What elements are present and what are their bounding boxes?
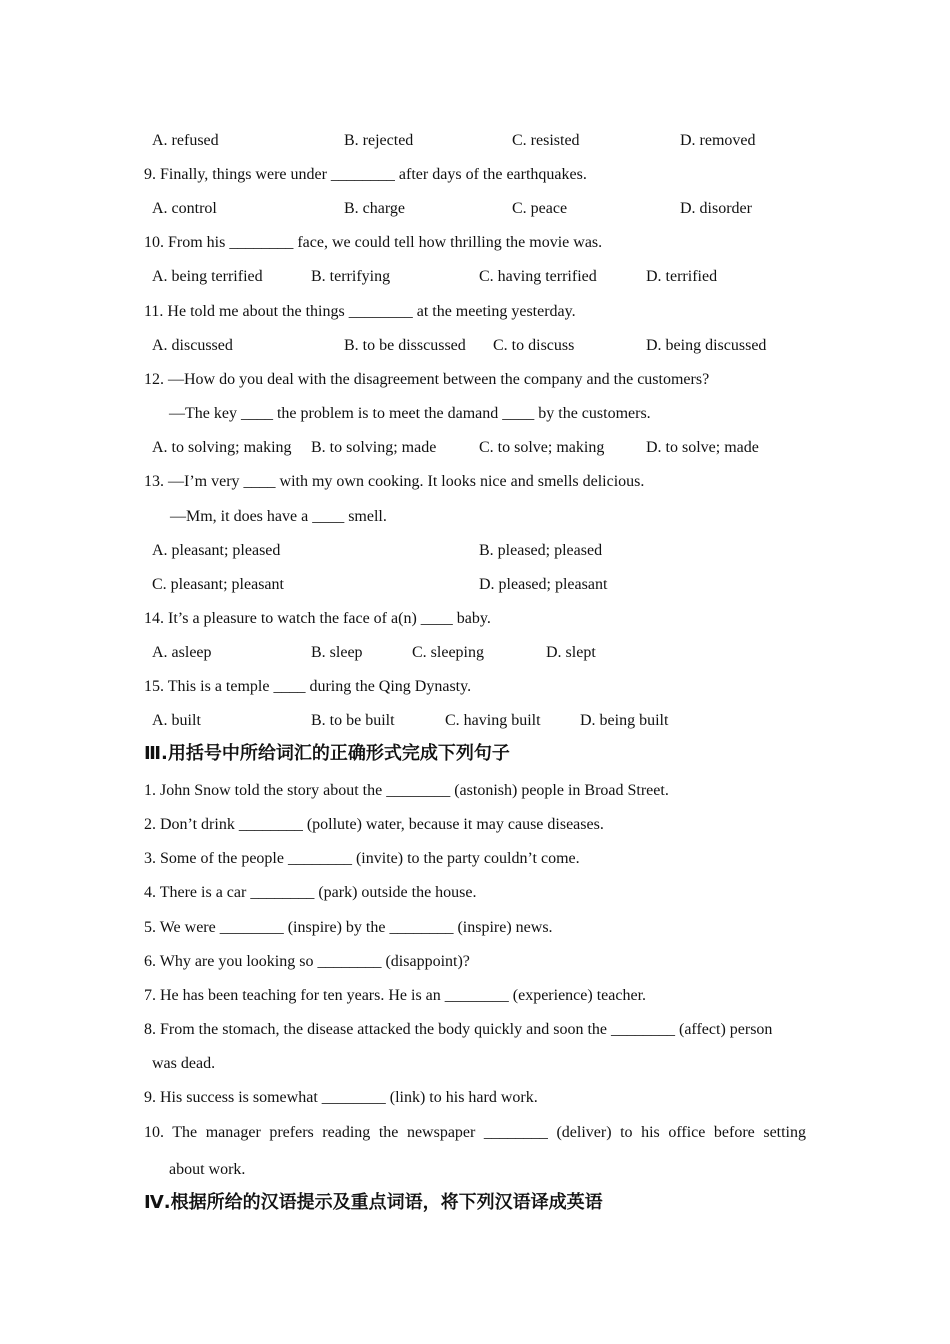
q13-option-a[interactable]: A. pleasant; pleased xyxy=(152,542,281,559)
q9-option-c[interactable]: C. peace xyxy=(512,200,568,217)
section-3-item-10: 10. The manager prefers reading the newspaper ________ (deliver) to his office before setting xyxy=(144,1124,806,1141)
q12-option-a[interactable]: A. to solving; making xyxy=(152,439,292,456)
q15-option-d[interactable]: D. being built xyxy=(580,712,669,729)
q8-option-d[interactable]: D. removed xyxy=(680,132,756,149)
q11-option-b[interactable]: B. to be disscussed xyxy=(344,337,466,354)
q8-option-b[interactable]: B. rejected xyxy=(344,132,414,149)
q15-option-c[interactable]: C. having built xyxy=(445,712,541,729)
section-3-item-8: 8. From the stomach, the disease attacked the body quickly and soon the ________ (affect) person xyxy=(144,1021,773,1038)
q15-option-a[interactable]: A. built xyxy=(152,712,201,729)
section-3-heading: Ⅲ.用括号中所给词汇的正确形式完成下列句子 xyxy=(144,743,510,764)
q14-option-b[interactable]: B. sleep xyxy=(311,644,363,661)
q9-stem: 9. Finally, things were under ________ after days of the earthquakes. xyxy=(144,166,587,183)
q8-option-c[interactable]: C. resisted xyxy=(512,132,580,149)
q13-option-d[interactable]: D. pleased; pleasant xyxy=(479,576,608,593)
q10-stem: 10. From his ________ face, we could tell how thrilling the movie was. xyxy=(144,234,603,251)
section-3-item-8-continued: was dead. xyxy=(152,1055,216,1072)
section-3-item-7: 7. He has been teaching for ten years. He is an ________ (experience) teacher. xyxy=(144,987,647,1004)
q13-option-c[interactable]: C. pleasant; pleasant xyxy=(152,576,284,593)
q10-option-c[interactable]: C. having terrified xyxy=(479,268,597,285)
q12-option-c[interactable]: C. to solve; making xyxy=(479,439,605,456)
q9-option-d[interactable]: D. disorder xyxy=(680,200,752,217)
q12-option-d[interactable]: D. to solve; made xyxy=(646,439,759,456)
q10-option-d[interactable]: D. terrified xyxy=(646,268,718,285)
q10-option-b[interactable]: B. terrifying xyxy=(311,268,391,285)
section-3-item-1: 1. John Snow told the story about the ________ (astonish) people in Broad Street. xyxy=(144,782,669,799)
section-4-heading: Ⅳ.根据所给的汉语提示及重点词语，将下列汉语译成英语 xyxy=(144,1192,603,1213)
q8-option-a[interactable]: A. refused xyxy=(152,132,219,149)
q9-option-b[interactable]: B. charge xyxy=(344,200,406,217)
q14-option-d[interactable]: D. slept xyxy=(546,644,596,661)
q15-stem: 15. This is a temple ____ during the Qing Dynasty. xyxy=(144,678,472,695)
q12-option-b[interactable]: B. to solving; made xyxy=(311,439,437,456)
q14-option-a[interactable]: A. asleep xyxy=(152,644,212,661)
q10-option-a[interactable]: A. being terrified xyxy=(152,268,263,285)
q11-option-c[interactable]: C. to discuss xyxy=(493,337,575,354)
section-3-item-9: 9. His success is somewhat ________ (link) to his hard work. xyxy=(144,1089,538,1106)
section-3-item-4: 4. There is a car ________ (park) outside the house. xyxy=(144,884,477,901)
q14-stem: 14. It’s a pleasure to watch the face of a(n) ____ baby. xyxy=(144,610,491,627)
q11-option-d[interactable]: D. being discussed xyxy=(646,337,767,354)
q13-stem-reply: —Mm, it does have a ____ smell. xyxy=(170,508,387,525)
q13-stem: 13. —I’m very ____ with my own cooking. It looks nice and smells delicious. xyxy=(144,473,645,490)
section-3-item-2: 2. Don’t drink ________ (pollute) water, because it may cause diseases. xyxy=(144,816,604,833)
q12-stem: 12. —How do you deal with the disagreement between the company and the customers? xyxy=(144,371,710,388)
q15-option-b[interactable]: B. to be built xyxy=(311,712,395,729)
section-3-item-5: 5. We were ________ (inspire) by the ________ (inspire) news. xyxy=(144,919,553,936)
q11-option-a[interactable]: A. discussed xyxy=(152,337,233,354)
q12-stem-reply: —The key ____ the problem is to meet the damand ____ by the customers. xyxy=(169,405,651,422)
q9-option-a[interactable]: A. control xyxy=(152,200,217,217)
section-3-item-3: 3. Some of the people ________ (invite) to the party couldn’t come. xyxy=(144,850,580,867)
section-3-item-10-continued: about work. xyxy=(169,1161,246,1178)
q14-option-c[interactable]: C. sleeping xyxy=(412,644,484,661)
q11-stem: 11. He told me about the things ________ at the meeting yesterday. xyxy=(144,303,576,320)
section-3-item-6: 6. Why are you looking so ________ (disappoint)? xyxy=(144,953,470,970)
q13-option-b[interactable]: B. pleased; pleased xyxy=(479,542,603,559)
